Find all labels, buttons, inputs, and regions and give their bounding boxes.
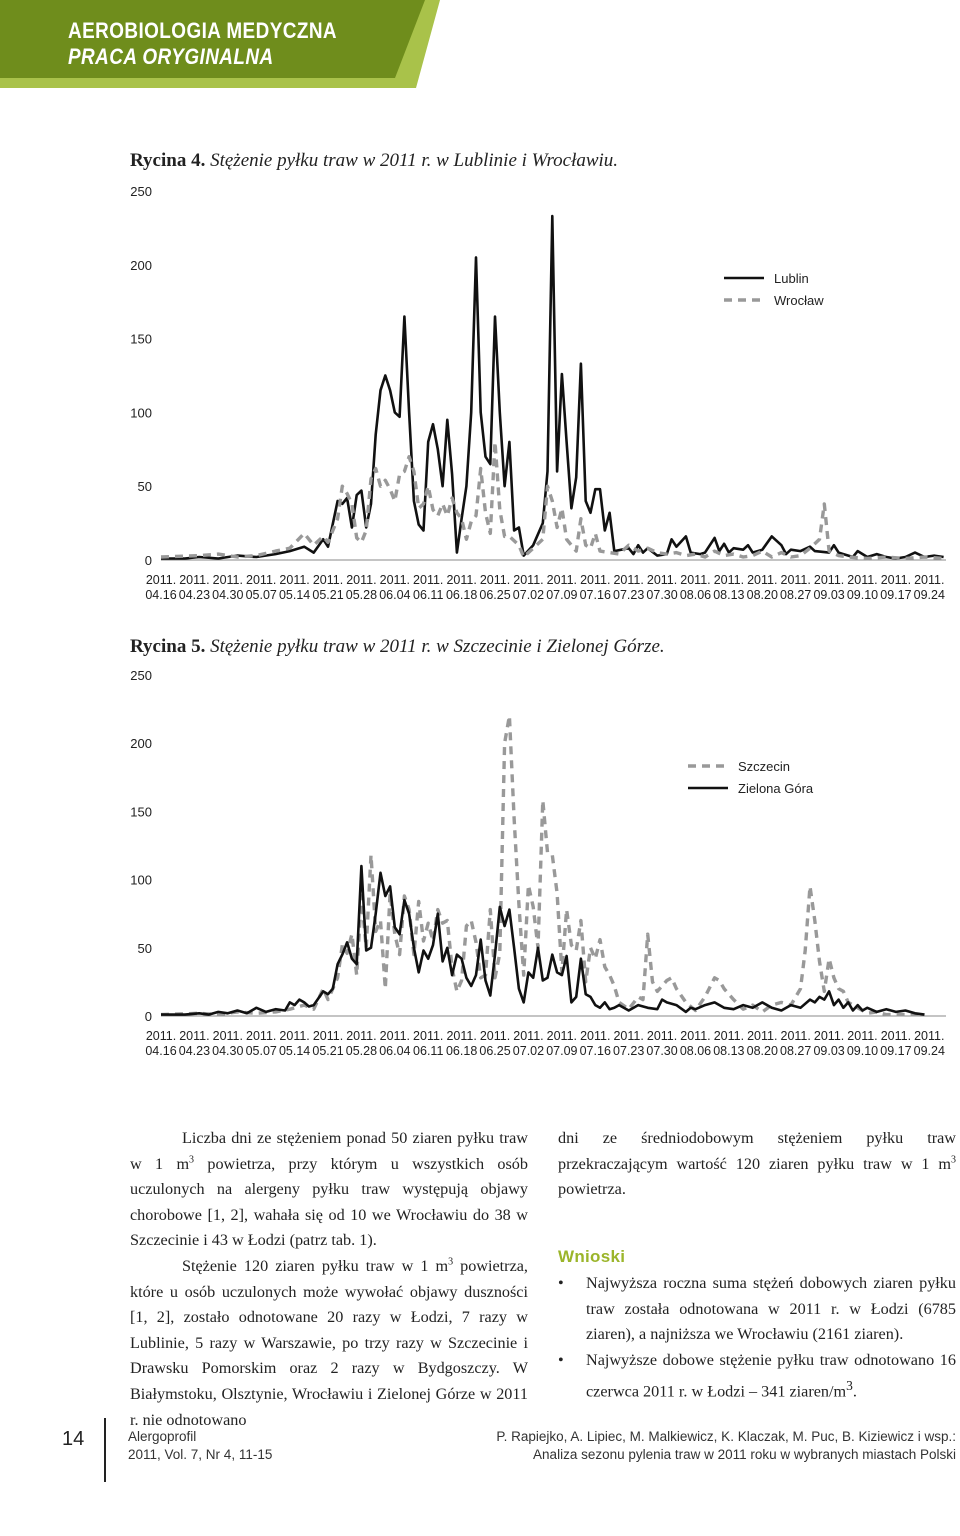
figure4-chart-svg bbox=[0, 176, 960, 616]
left-p1-text-a: Liczba dni ze stężeniem ponad 50 ziaren pyłku traw w 1 m bbox=[130, 1129, 528, 1173]
x-tick-label-date: 09.10 bbox=[846, 1044, 879, 1058]
x-tick-label-year: 2011. bbox=[813, 573, 845, 587]
right-p1-sup: 3 bbox=[951, 1154, 956, 1166]
x-tick-label-date: 05.21 bbox=[312, 1044, 344, 1058]
x-tick-label-year: 2011. bbox=[747, 573, 778, 587]
y-tick-label: 200 bbox=[130, 257, 152, 273]
x-tick-label-date: 07.30 bbox=[646, 1044, 678, 1058]
x-tick-label-year: 2011. bbox=[813, 1029, 845, 1043]
x-tick-label-year: 2011. bbox=[479, 573, 511, 587]
x-tick-label-year: 2011. bbox=[379, 1029, 411, 1043]
x-tick-label-date: 06.11 bbox=[413, 1044, 444, 1058]
section-heading-wnioski: Wnioski bbox=[558, 1247, 626, 1266]
series-line-wrocław bbox=[161, 442, 944, 559]
figure5-caption-number: Rycina 5. bbox=[130, 636, 206, 657]
x-tick-label-date: 06.18 bbox=[445, 1044, 478, 1058]
left-paragraph-2 bbox=[130, 1254, 528, 1433]
x-tick-label-date: 08.20 bbox=[746, 1044, 778, 1058]
left-p1-sup: 3 bbox=[189, 1154, 195, 1166]
x-tick-label-year: 2011. bbox=[880, 573, 912, 587]
left-p1-text-b: powietrza, przy którym u wszystkich osób uczulonych na alergeny pyłku traw występują objawy chorobowe [1, 2], wahała się od 10 we Wrocławiu do 38 w Szczecinie i 43 w Łodzi (patrz tab. 1). bbox=[130, 1154, 528, 1250]
footer-journal-info bbox=[128, 1428, 272, 1464]
y-tick-label: 100 bbox=[130, 405, 152, 421]
x-tick-label-year: 2011. bbox=[279, 1029, 310, 1043]
y-tick-label: 50 bbox=[137, 940, 152, 956]
y-tick-label: 250 bbox=[130, 184, 152, 199]
x-tick-label-date: 05.21 bbox=[312, 588, 344, 602]
x-tick-label-year: 2011. bbox=[780, 573, 811, 587]
x-tick-label-year: 2011. bbox=[312, 573, 344, 587]
x-tick-label-year: 2011. bbox=[446, 573, 477, 587]
conclusion-item-2-text-a: Najwyższe dobowe stężenie pyłku traw odnotowano 16 czerwca 2011 r. w Łodzi – 341 ziaren/m bbox=[586, 1350, 956, 1401]
conclusion-item-2 bbox=[558, 1348, 956, 1406]
x-tick-label-date: 06.11 bbox=[413, 588, 444, 602]
legend-label: Zielona Góra bbox=[738, 781, 814, 796]
x-tick-label-year: 2011. bbox=[880, 1029, 912, 1043]
x-tick-label-date: 07.23 bbox=[613, 1044, 645, 1058]
figure5-caption-text: Stężenie pyłku traw w 2011 r. w Szczecinie i Zielonej Górze. bbox=[210, 636, 665, 657]
legend-label: Szczecin bbox=[738, 759, 791, 774]
legend-label: Wrocław bbox=[774, 293, 824, 308]
x-tick-label-date: 08.13 bbox=[713, 1044, 745, 1058]
conclusion-item-1-text: Najwyższa roczna suma stężeń dobowych ziaren pyłku traw została odnotowana w 2011 r. w Łodzi (6785 ziaren), a najniższa we Wrocławiu (2161 ziaren). bbox=[586, 1274, 956, 1344]
x-tick-label-date: 08.06 bbox=[679, 1044, 712, 1058]
conclusion-item-1 bbox=[558, 1271, 956, 1348]
x-tick-label-date: 07.09 bbox=[546, 588, 578, 602]
x-tick-label-year: 2011. bbox=[346, 573, 377, 587]
x-tick-label-date: 04.23 bbox=[178, 1044, 211, 1058]
footer-article-info bbox=[496, 1428, 956, 1464]
x-tick-label-year: 2011. bbox=[914, 1029, 945, 1043]
x-tick-label-year: 2011. bbox=[713, 573, 745, 587]
left-paragraph-1 bbox=[130, 1126, 528, 1254]
figure5-chart-svg bbox=[0, 660, 960, 1100]
x-tick-label-year: 2011. bbox=[546, 573, 578, 587]
x-tick-label-date: 09.10 bbox=[846, 588, 879, 602]
x-tick-label-date: 05.14 bbox=[278, 588, 311, 602]
x-tick-label-date: 06.04 bbox=[379, 1044, 411, 1058]
y-tick-label: 250 bbox=[130, 668, 152, 683]
x-tick-label-year: 2011. bbox=[145, 1029, 177, 1043]
y-tick-label: 200 bbox=[130, 736, 152, 752]
footer-article-title: Analiza sezonu pylenia traw w 2011 roku w wybranych miastach Polski bbox=[533, 1447, 956, 1462]
x-tick-label-year: 2011. bbox=[346, 1029, 377, 1043]
x-tick-label-year: 2011. bbox=[613, 1029, 644, 1043]
x-tick-label-year: 2011. bbox=[212, 573, 243, 587]
x-tick-label-date: 09.03 bbox=[813, 1044, 845, 1058]
x-tick-label-date: 06.04 bbox=[379, 588, 411, 602]
x-tick-label-date: 07.16 bbox=[579, 588, 611, 602]
x-tick-label-date: 09.17 bbox=[880, 588, 912, 602]
x-tick-label-date: 04.30 bbox=[212, 588, 244, 602]
x-tick-label-year: 2011. bbox=[713, 1029, 745, 1043]
x-tick-label-date: 07.02 bbox=[512, 1044, 545, 1058]
x-tick-label-date: 05.28 bbox=[345, 1044, 378, 1058]
legend-label: Lublin bbox=[774, 271, 809, 286]
conclusion-item-2-sup: 3 bbox=[846, 1378, 853, 1394]
x-tick-label-year: 2011. bbox=[179, 1029, 210, 1043]
x-tick-label-year: 2011. bbox=[546, 1029, 578, 1043]
x-tick-label-date: 09.03 bbox=[813, 588, 845, 602]
x-tick-label-year: 2011. bbox=[580, 573, 611, 587]
x-tick-label-year: 2011. bbox=[847, 1029, 878, 1043]
x-tick-label-date: 07.30 bbox=[646, 588, 678, 602]
x-tick-label-date: 04.16 bbox=[145, 1044, 177, 1058]
y-tick-label: 0 bbox=[144, 553, 152, 568]
x-tick-label-date: 06.25 bbox=[479, 1044, 511, 1058]
y-tick-label: 50 bbox=[137, 479, 152, 495]
figure4-caption bbox=[130, 150, 618, 172]
journal-header-band bbox=[0, 0, 960, 88]
x-tick-label-date: 05.28 bbox=[345, 588, 378, 602]
y-tick-label: 0 bbox=[144, 1009, 152, 1024]
x-tick-label-year: 2011. bbox=[613, 573, 644, 587]
body-left-column bbox=[130, 1126, 528, 1433]
figure4-chart bbox=[0, 176, 960, 616]
conclusion-item-2-text-b: . bbox=[852, 1382, 857, 1401]
footer-divider bbox=[104, 1418, 106, 1482]
x-tick-label-date: 09.24 bbox=[913, 588, 945, 602]
figure4-caption-number: Rycina 4. bbox=[130, 150, 206, 171]
x-tick-label-date: 04.16 bbox=[145, 588, 177, 602]
footer-journal-name: Alergoprofil bbox=[128, 1429, 197, 1444]
x-tick-label-year: 2011. bbox=[479, 1029, 511, 1043]
x-tick-label-date: 04.30 bbox=[212, 1044, 244, 1058]
x-tick-label-date: 09.17 bbox=[880, 1044, 912, 1058]
x-tick-label-year: 2011. bbox=[279, 573, 310, 587]
x-tick-label-year: 2011. bbox=[446, 1029, 477, 1043]
body-right-column bbox=[558, 1126, 956, 1203]
y-tick-label: 150 bbox=[130, 331, 152, 347]
figure4-caption-text: Stężenie pyłku traw w 2011 r. w Lublinie i Wrocławiu. bbox=[210, 150, 619, 171]
x-tick-label-date: 08.06 bbox=[679, 588, 712, 602]
x-tick-label-year: 2011. bbox=[646, 573, 678, 587]
x-tick-label-date: 05.07 bbox=[245, 588, 277, 602]
series-line-zielona-góra bbox=[161, 866, 925, 1015]
x-tick-label-year: 2011. bbox=[246, 1029, 277, 1043]
x-tick-label-year: 2011. bbox=[780, 1029, 811, 1043]
y-tick-label: 150 bbox=[130, 804, 152, 820]
journal-title: AEROBIOLOGIA MEDYCZNA bbox=[68, 18, 338, 43]
x-tick-label-year: 2011. bbox=[413, 573, 444, 587]
x-tick-label-year: 2011. bbox=[680, 1029, 711, 1043]
x-tick-label-date: 06.18 bbox=[445, 588, 478, 602]
figure5-chart bbox=[0, 660, 960, 1100]
left-p2-text-b: powietrza, które u osób uczulonych może wywołać objawy duszności [1, 2], zostało odnotowane 20 razy w Łodzi, 7 razy w Lublinie, 5 razy w Warszawie, po trzy razy w Szczecinie i Drawsku Pomorskim oraz 2 razy w Bydgoszczy. W Białymstoku, Olsztynie, Wrocławiu i Zielonej Górze w 2011 r. nie odnotowano bbox=[130, 1256, 528, 1429]
x-tick-label-date: 05.07 bbox=[245, 1044, 277, 1058]
x-tick-label-date: 04.23 bbox=[178, 588, 211, 602]
x-tick-label-year: 2011. bbox=[246, 573, 277, 587]
left-p2-sup: 3 bbox=[448, 1256, 454, 1268]
page-number: 14 bbox=[62, 1428, 85, 1450]
x-tick-label-year: 2011. bbox=[747, 1029, 778, 1043]
article-type: PRACA ORYGINALNA bbox=[68, 44, 274, 69]
x-tick-label-date: 07.23 bbox=[613, 588, 645, 602]
x-tick-label-year: 2011. bbox=[580, 1029, 611, 1043]
footer-authors: P. Rapiejko, A. Lipiec, M. Malkiewicz, K. Klaczak, M. Puc, B. Kiziewicz i wsp.: bbox=[496, 1429, 956, 1444]
x-tick-label-date: 07.02 bbox=[512, 588, 545, 602]
right-paragraph-1 bbox=[558, 1126, 956, 1203]
x-tick-label-year: 2011. bbox=[646, 1029, 678, 1043]
x-tick-label-date: 07.09 bbox=[546, 1044, 578, 1058]
x-tick-label-year: 2011. bbox=[312, 1029, 344, 1043]
figure5-caption bbox=[130, 636, 665, 658]
series-line-szczecin bbox=[161, 716, 925, 1015]
footer-volume: 2011, Vol. 7, Nr 4, 11-15 bbox=[128, 1447, 273, 1462]
x-tick-label-year: 2011. bbox=[513, 1029, 544, 1043]
x-tick-label-year: 2011. bbox=[680, 573, 711, 587]
x-tick-label-date: 06.25 bbox=[479, 588, 511, 602]
x-tick-label-year: 2011. bbox=[212, 1029, 243, 1043]
left-p2-text-a: Stężenie 120 ziaren pyłku traw w 1 m bbox=[182, 1256, 449, 1275]
y-tick-label: 100 bbox=[130, 872, 152, 888]
x-tick-label-date: 09.24 bbox=[913, 1044, 945, 1058]
right-p1-text-b: powietrza. bbox=[558, 1180, 626, 1199]
x-tick-label-date: 08.27 bbox=[780, 1044, 812, 1058]
x-tick-label-year: 2011. bbox=[179, 573, 210, 587]
conclusions-list bbox=[558, 1271, 956, 1405]
x-tick-label-year: 2011. bbox=[145, 573, 177, 587]
x-tick-label-date: 05.14 bbox=[278, 1044, 311, 1058]
x-tick-label-date: 07.16 bbox=[579, 1044, 611, 1058]
x-tick-label-date: 08.20 bbox=[746, 588, 778, 602]
right-p1-text-a: dni ze średniodobowym stężeniem pyłku traw przekraczającym wartość 120 ziaren pyłku traw w 1 m bbox=[558, 1129, 956, 1173]
x-tick-label-year: 2011. bbox=[513, 573, 544, 587]
x-tick-label-date: 08.13 bbox=[713, 588, 745, 602]
x-tick-label-date: 08.27 bbox=[780, 588, 812, 602]
x-tick-label-year: 2011. bbox=[847, 573, 878, 587]
x-tick-label-year: 2011. bbox=[413, 1029, 444, 1043]
x-tick-label-year: 2011. bbox=[914, 573, 945, 587]
x-tick-label-year: 2011. bbox=[379, 573, 411, 587]
